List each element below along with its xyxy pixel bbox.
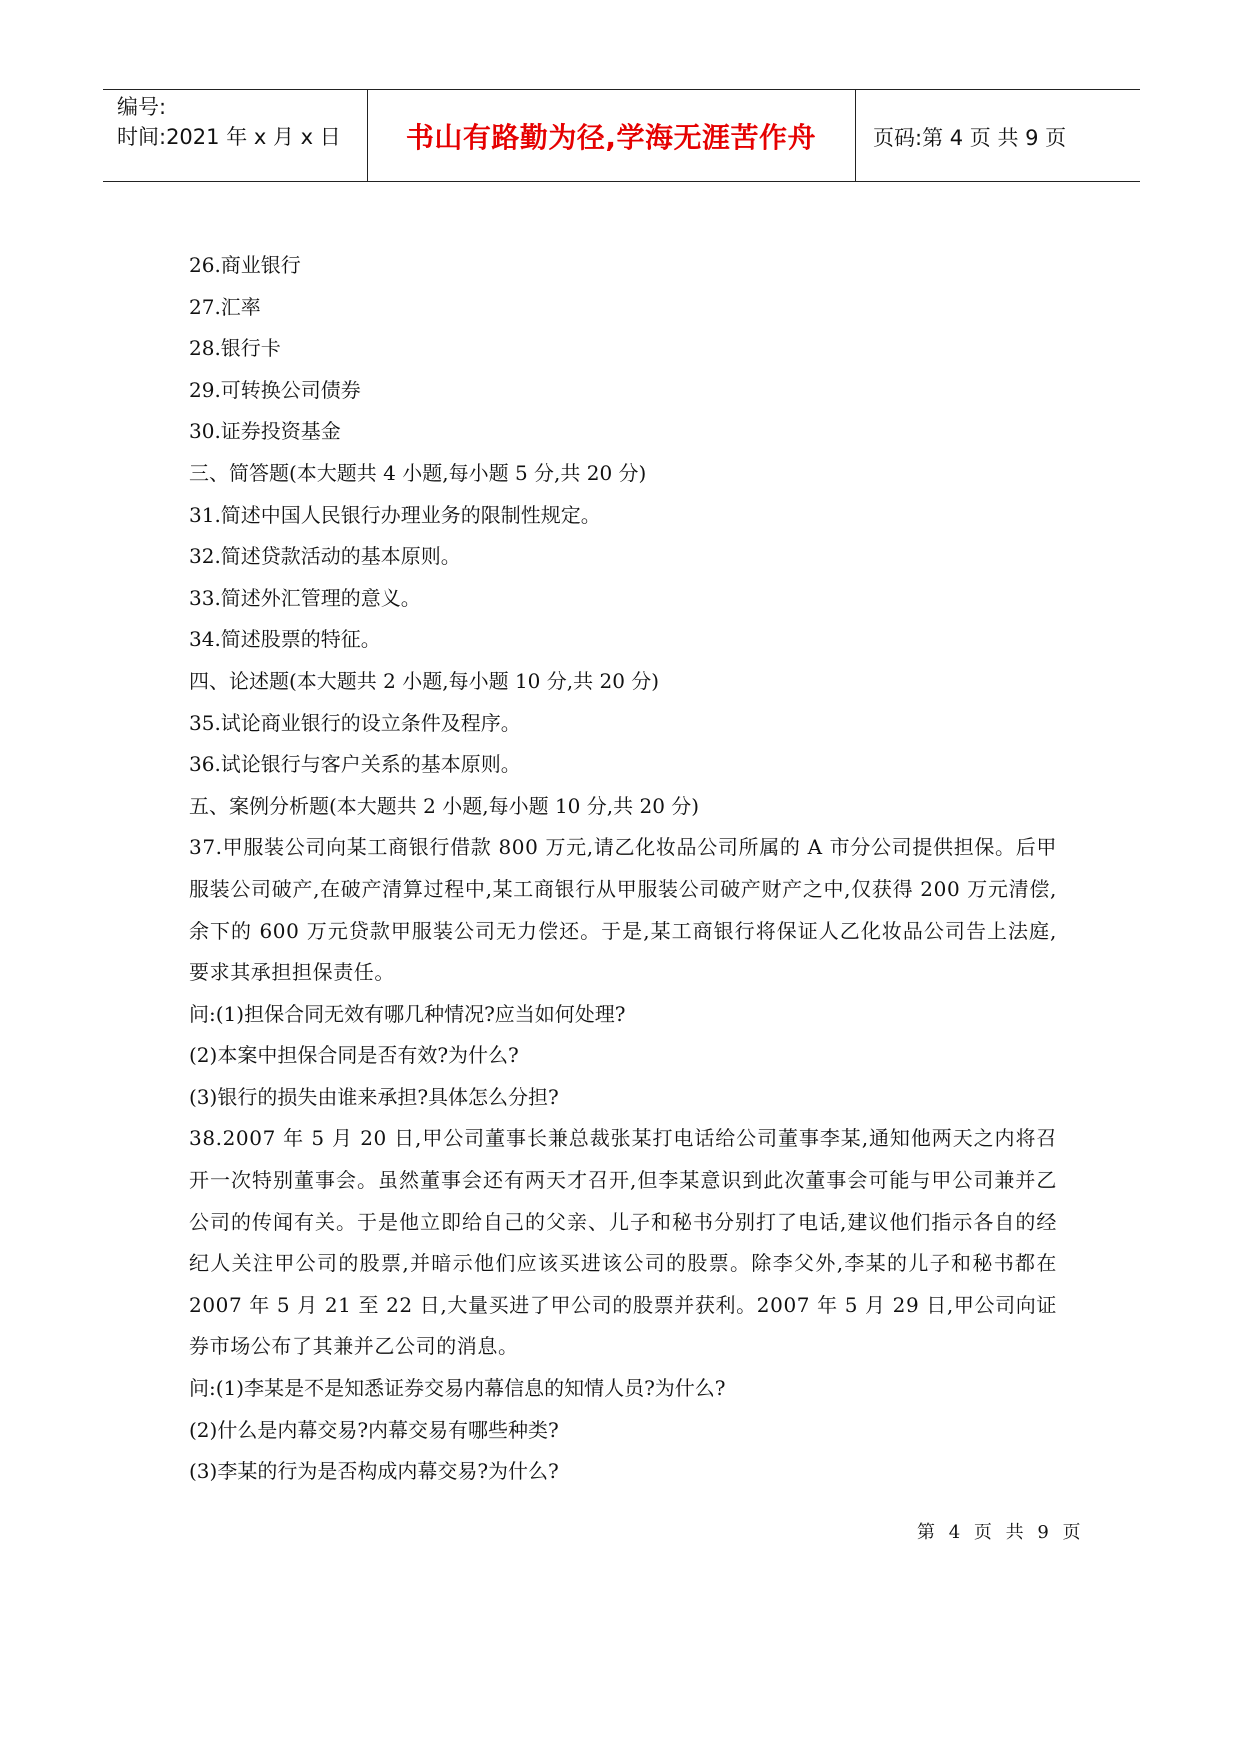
case-37-question-3: (3)银行的损失由谁来承担?具体怎么分担? [189,1084,559,1109]
document-body [189,245,1059,1493]
question-36: 36.试论银行与客户关系的基本原则。 [189,752,521,777]
question-35: 35.试论商业银行的设立条件及程序。 [189,710,521,735]
section-heading-essay: 四、论述题(本大题共 2 小题,每小题 10 分,共 20 分) [189,668,660,693]
case-37-text: 37.甲服装公司向某工商银行借款 800 万元,请乙化妆品公司所属的 A 市分公司提供担保。后甲服装公司破产,在破产清算过程中,某工商银行从甲服装公司破产财产之中,仅获得 200 万元清偿,余下的 600 万元贷款甲服装公司无力偿还。于是,某工商银行将保证人乙化妆品公司告上法庭,要求其承担担保责任。 [189,835,1057,985]
case-37-question-1: 问:(1)担保合同无效有哪几种情况?应当如何处理? [189,1001,626,1026]
header-page-code: 页码:第 4 页 共 9 页 [873,126,1067,150]
term-29: 29.可转换公司债券 [189,377,361,402]
number-label: 编号: [117,95,167,119]
term-27: 27.汇率 [189,294,261,319]
header-meta [117,92,341,152]
section-heading-case-analysis: 五、案例分析题(本大题共 2 小题,每小题 10 分,共 20 分) [189,793,700,818]
term-26: 26.商业银行 [189,253,301,277]
case-37-question-2: (2)本案中担保合同是否有效?为什么? [189,1043,519,1068]
header-motto: 书山有路勤为径,学海无涯苦作舟 [405,121,817,154]
question-34: 34.简述股票的特征。 [189,627,381,652]
case-38-question-3: (3)李某的行为是否构成内幕交易?为什么? [189,1459,559,1484]
question-33: 33.简述外汇管理的意义。 [189,585,421,610]
time-label: 时间:2021 年 x 月 x 日 [117,125,341,149]
question-32: 32.简述贷款活动的基本原则。 [189,544,461,569]
question-31: 31.简述中国人民银行办理业务的限制性规定。 [189,502,601,527]
header-divider [855,90,856,181]
term-28: 28.银行卡 [189,336,281,361]
section-heading-short-answer: 三、简答题(本大题共 4 小题,每小题 5 分,共 20 分) [189,460,647,485]
term-30: 30.证券投资基金 [189,419,341,444]
case-38-question-1: 问:(1)李某是不是知悉证券交易内幕信息的知情人员?为什么? [189,1376,726,1401]
case-38-question-2: (2)什么是内幕交易?内幕交易有哪些种类? [189,1417,559,1442]
case-38-text: 38.2007 年 5 月 20 日,甲公司董事长兼总裁张某打电话给公司董事李某,通知他两天之内将召开一次特别董事会。虽然董事会还有两天才召开,但李某意识到此次董事会可能与甲公司兼并乙公司的传闻有关。于是他立即给自己的父亲、儿子和秘书分别打了电话,建议他们指示各自的经纪人关注甲公司的股票,并暗示他们应该买进该公司的股票。除李父外,李某的儿子和秘书都在 2007 年 5 月 21 至 22 日,大量买进了甲公司的股票并获利。2007 年 5 月 29 日,甲公司向证券市场公布了其兼并乙公司的消息。 [189,1126,1057,1359]
page-header [103,89,1140,182]
page-footer: 第 4 页 共 9 页 [917,1522,1085,1543]
